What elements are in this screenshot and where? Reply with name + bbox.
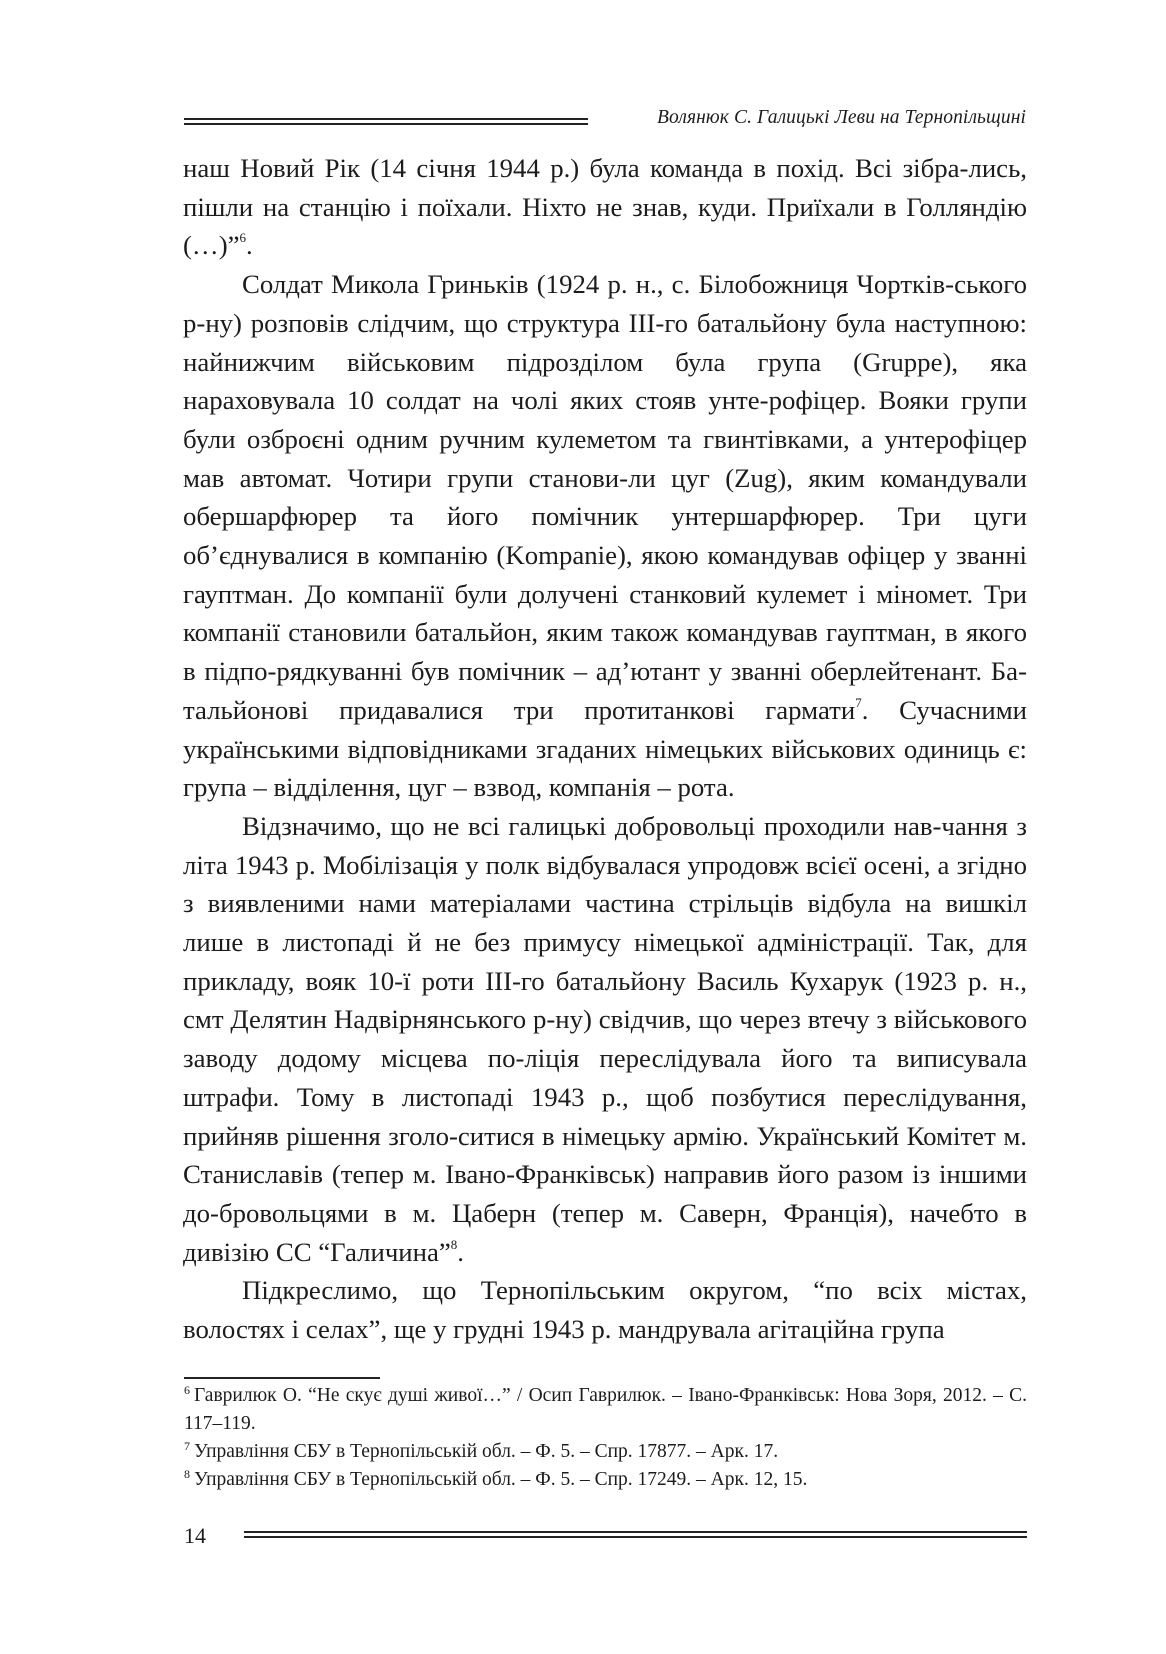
footnote-number: 7 [184,1438,190,1453]
footnote-number: 6 [184,1382,190,1397]
footer-double-rule [244,1531,1027,1538]
paragraph-1 [183,149,1027,265]
paragraph-3 [183,807,1027,1271]
paragraph-3-end: . [457,1236,464,1267]
header-double-rule [184,118,588,125]
paragraph-4-text: Підкреслимо, що Тернопільським округом, “по всіх містах, волостях і селах”, ще у грудні 1943 р. мандрувала агітаційна група [183,1275,1027,1345]
footnote-7 [184,1438,1027,1466]
paragraph-3-text: Відзначимо, що не всі галицькі добровольці проходили нав-чання з літа 1943 р. Мобілізація у полк відбувалася упродовж всієї осені, а згідно з виявленими нами матеріалами частина стрільців відбула на вишкіл лише в листопаді й не без примусу німецької адміністрації. Так, для прикладу, вояк 10-ї роти ІІІ-го батальйону Василь Кухарук (1923 р. н., смт Делятин Надвірнянського р-ну) свідчив, що через втечу з військового заводу додому місцева по-ліція переслідувала його та виписувала штрафи. Тому в листопаді 1943 р., щоб позбутися переслідування, прийняв рішення зголо-ситися в німецьку армію. Український Комітет м. Станиславів (тепер м. Івано-Франківськ) направив його разом із іншими до-бровольцями в м. Цаберн (тепер м. Саверн, Франція), начебто в дивізію СС “Галичина” [183,810,1027,1267]
footnote-text: Управління СБУ в Тернопільській обл. – Ф. 5. – Спр. 17877. – Арк. 17. [194,1441,779,1462]
body-text [183,149,1027,1349]
paragraph-2 [183,265,1027,807]
footnote-ref-7[interactable]: 7 [855,694,862,710]
paragraph-1-end: . [246,230,253,261]
footnote-separator [184,1377,380,1379]
footnote-6 [184,1382,1027,1438]
page-number: 14 [184,1523,206,1548]
footnotes [184,1382,1027,1494]
footnote-ref-8[interactable]: 8 [450,1236,458,1252]
footnote-number: 8 [184,1466,190,1481]
running-header [184,107,1026,137]
paragraph-2-text: Солдат Микола Гриньків (1924 р. н., с. Білобожниця Чортків-ського р-ну) розповів слідчим, що структура ІІІ-го батальйону була наступною: найнижчим військовим підрозділом була група (Gruppe), яка нараховувала 10 солдат на чолі яких стояв унте-рофіцер. Вояки групи були озброєні одним ручним кулеметом та гвинтівками, а унтерофіцер мав автомат. Чотири групи станови-ли цуг (Zug), яким командували обершарфюрер та його помічник унтершарфюрер. Три цуги об’єднувалися в компанію (Kompanie), якою командував офіцер у званні гауптман. До компанії були долучені станковий кулемет і міномет. Три компанії становили батальйон, яким також командував гауптман, в якого в підпо-рядкуванні був помічник – ад’ютант у званні оберлейтенант. Ба-тальйонові придавалися три протитанкові гармати [183,269,1027,725]
footnote-text: Гаврилюк О. “Не скує душі живої…” / Осип Гаврилюк. – Івано-Франківськ: Нова Зоря, 2012. – С. 117–119. [184,1385,1027,1434]
footnote-text: Управління СБУ в Тернопільській обл. – Ф. 5. – Спр. 17249. – Арк. 12, 15. [194,1469,808,1490]
running-title: Волянюк С. Галицькі Леви на Тернопільщині [657,107,1026,128]
footnote-8 [184,1466,1027,1494]
paragraph-4 [183,1271,1027,1348]
footnote-ref-6[interactable]: 6 [239,230,247,246]
paragraph-2-end: . Сучасними українськими відповідниками згаданих німецьких військових одиниць є: група – відділення, цуг – взвод, компанія – рота. [183,694,1028,803]
page-footer [184,1523,1027,1553]
paragraph-1-text: наш Новий Рік (14 січня 1944 р.) була команда в похід. Всі зібра-лись, пішли на станцію і поїхали. Ніхто не знав, куди. Приїхали в Голляндію (…)” [183,153,1027,261]
